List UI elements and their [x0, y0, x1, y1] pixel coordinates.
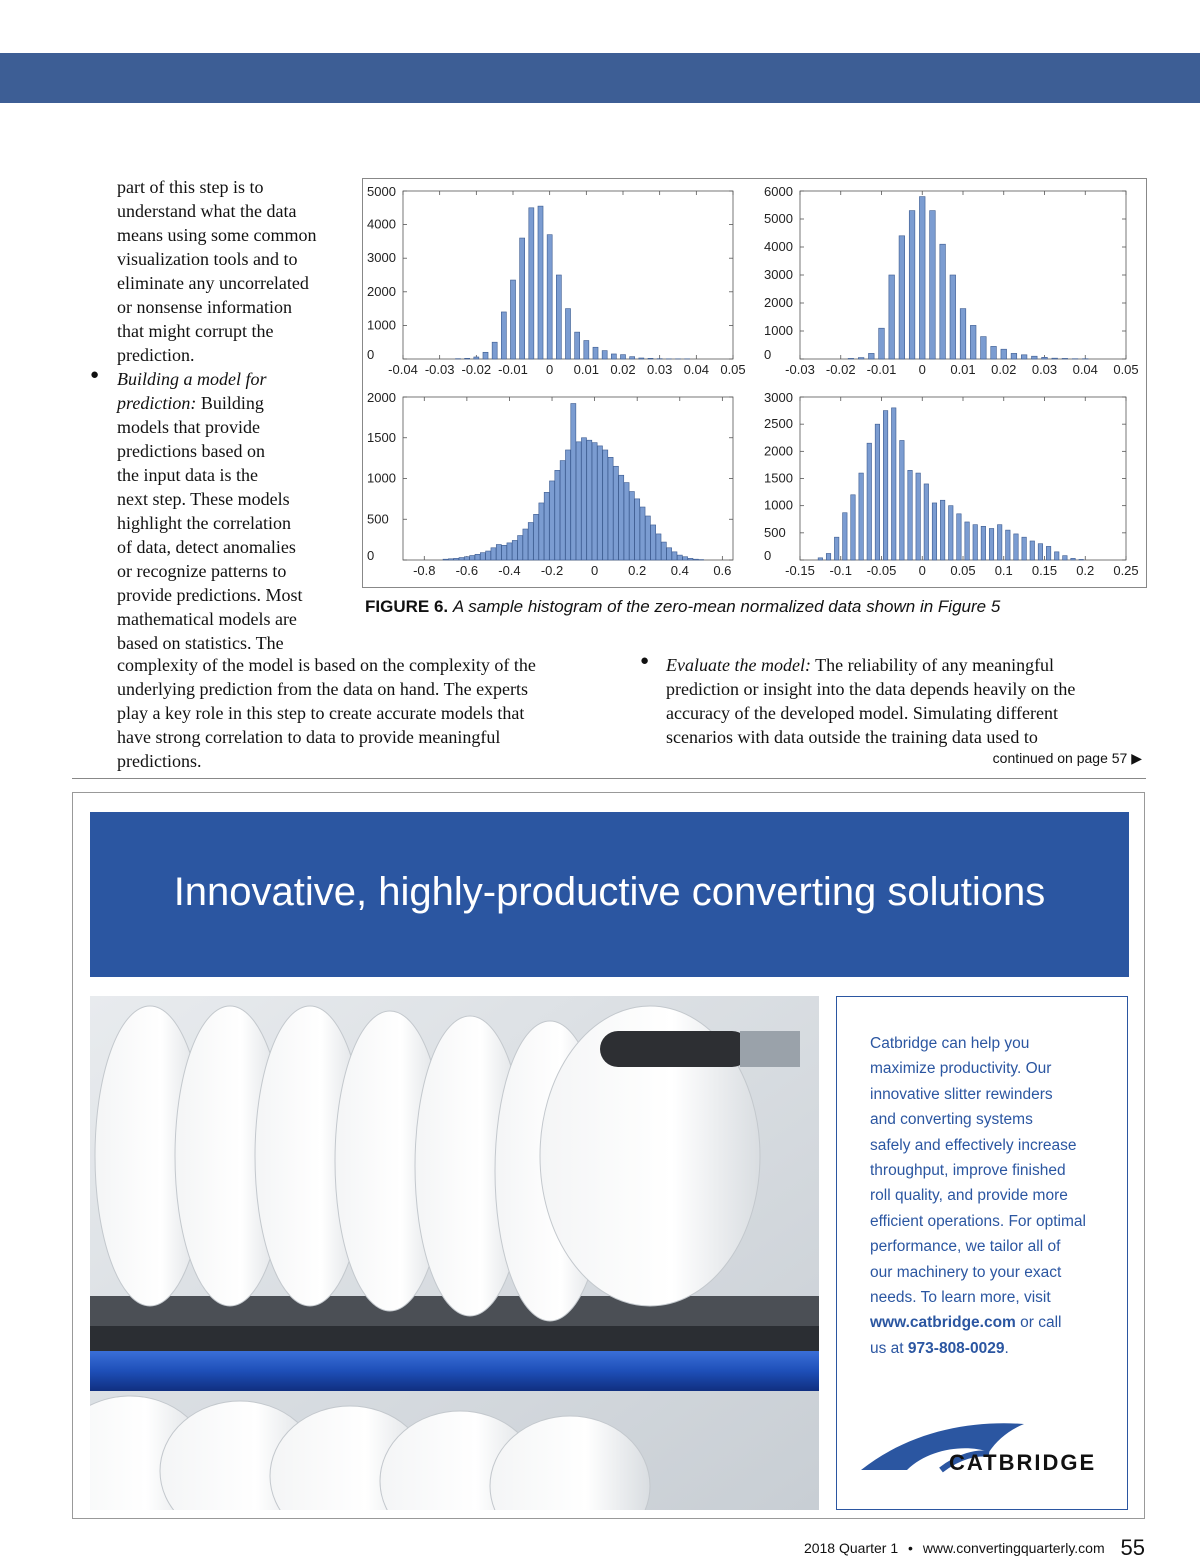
text-line: have strong correlation to data to provide meaningful	[117, 725, 597, 749]
histogram-bar	[930, 211, 936, 359]
x-tick-label: -0.05	[867, 563, 897, 578]
y-tick-label: 5000	[764, 211, 793, 226]
histogram-bar	[688, 558, 693, 560]
histogram-bar	[683, 557, 688, 560]
x-tick-label: 0.25	[1113, 563, 1138, 578]
histogram-bar	[560, 461, 565, 560]
histogram-bar	[1006, 530, 1010, 560]
text-line: that might corrupt the	[117, 319, 352, 343]
histogram-bar	[1014, 534, 1018, 560]
histogram-bar	[592, 443, 597, 560]
ad-copy	[870, 1031, 1120, 1361]
x-tick-label: -0.15	[785, 563, 815, 578]
ad-header	[90, 812, 1129, 977]
text-line: part of this step is to	[117, 175, 352, 199]
histogram-bar	[565, 309, 570, 359]
histogram-bar	[648, 358, 653, 359]
y-tick-label: 500	[367, 511, 389, 526]
histogram-bar	[474, 357, 479, 359]
histogram-bar	[510, 280, 515, 359]
histogram-bar	[919, 197, 925, 359]
histogram-bar	[587, 440, 592, 560]
histogram-bar	[630, 357, 635, 359]
ad-copy-line: our machinery to your exact	[870, 1260, 1120, 1285]
text-line: highlight the correlation	[117, 511, 352, 535]
x-tick-label: -0.1	[830, 563, 852, 578]
histogram-bar	[602, 351, 607, 359]
histogram-bar	[1011, 353, 1017, 359]
x-tick-label: 0	[546, 362, 553, 377]
histogram-bar	[619, 475, 624, 560]
footer-issue: 2018 Quarter 1	[804, 1540, 898, 1556]
histogram-bar	[858, 358, 864, 359]
histogram-bar	[973, 525, 977, 560]
histogram-bar	[529, 208, 534, 359]
x-tick-label: -0.03	[785, 362, 815, 377]
text-span: Building	[201, 393, 264, 413]
x-tick-label: 0.6	[713, 563, 731, 578]
text-span: The reliability of any meaningful	[815, 655, 1054, 675]
histogram-bar	[693, 559, 698, 560]
histogram-bar	[843, 513, 847, 560]
text-line: mathematical models are	[117, 607, 352, 631]
histogram-bar	[940, 244, 946, 359]
histogram-bar	[818, 558, 822, 560]
x-tick-label: 0.2	[628, 563, 646, 578]
histogram-bar	[672, 552, 677, 560]
ad-copy-line: throughput, improve finished	[870, 1158, 1120, 1183]
histogram-bar	[613, 466, 618, 560]
histogram-bar	[834, 537, 838, 560]
histogram-bar	[520, 238, 525, 359]
histogram-bar	[629, 492, 634, 560]
x-tick-label: 0.02	[610, 362, 635, 377]
histogram-bar	[528, 523, 533, 560]
histogram-bar	[608, 457, 613, 560]
text-line: understand what the data	[117, 199, 352, 223]
histogram-bar	[826, 553, 830, 560]
x-tick-label: -0.2	[541, 563, 563, 578]
text-line: means using some common	[117, 223, 352, 247]
x-tick-label: -0.01	[867, 362, 897, 377]
histogram-bar	[470, 556, 475, 560]
x-tick-label: 0.04	[684, 362, 709, 377]
y-tick-label: 1000	[367, 317, 396, 332]
page-number: 55	[1121, 1535, 1145, 1560]
histogram-bar	[459, 558, 464, 560]
y-tick-label: 1000	[764, 323, 793, 338]
histogram-bar	[611, 354, 616, 359]
x-tick-label: 0	[591, 563, 598, 578]
histogram-grid	[363, 179, 1146, 587]
histogram-bar	[571, 404, 576, 560]
y-tick-label: 2000	[367, 390, 396, 405]
histogram-bar	[480, 553, 485, 560]
histogram-bar	[965, 522, 969, 560]
ad-copy-line: safely and effectively increase	[870, 1133, 1120, 1158]
histogram-bar	[932, 503, 936, 560]
histogram-bar	[667, 548, 672, 560]
x-tick-label: 0	[919, 563, 926, 578]
x-tick-label: 0.05	[1113, 362, 1138, 377]
histogram-bar	[483, 352, 488, 359]
histogram-bar	[1046, 546, 1050, 560]
bullet-marker: ●	[90, 367, 99, 384]
histogram-bar	[869, 353, 875, 359]
histogram-bar	[492, 342, 497, 359]
histogram-bar	[957, 514, 961, 560]
y-tick-label: 0	[764, 548, 771, 563]
y-tick-label: 4000	[764, 239, 793, 254]
histogram-bar	[544, 492, 549, 560]
y-tick-label: 3000	[764, 390, 793, 405]
y-tick-label: 3000	[764, 267, 793, 282]
text-line: visualization tools and to	[117, 247, 352, 271]
y-tick-label: 0	[367, 548, 374, 563]
text-line: prediction or insight into the data depends heavily on the	[666, 677, 1136, 701]
y-tick-label: 500	[764, 525, 786, 540]
x-tick-label: -0.03	[425, 362, 455, 377]
histogram-bar	[875, 424, 879, 560]
histogram-bar	[639, 358, 644, 359]
histogram-bar	[991, 346, 997, 359]
y-tick-label: 6000	[764, 184, 793, 199]
x-tick-label: -0.02	[826, 362, 856, 377]
histogram-bar	[891, 408, 895, 560]
y-tick-label: 2000	[764, 295, 793, 310]
histogram-bar	[1063, 556, 1067, 560]
histogram-bar	[997, 525, 1001, 560]
figure-caption	[365, 597, 1000, 617]
ad-copy-line	[870, 1336, 1120, 1361]
footer-website[interactable]: www.convertingquarterly.com	[923, 1540, 1105, 1556]
histogram-bar	[491, 548, 496, 560]
histogram-bar	[448, 559, 453, 560]
histogram-bar	[534, 514, 539, 560]
text-line: provide predictions. Most	[117, 583, 352, 607]
text-line: predictions.	[117, 749, 597, 773]
ad-headline: Innovative, highly-productive converting solutions	[90, 870, 1129, 915]
text-line: next step. These models	[117, 487, 352, 511]
bullet-marker: ●	[640, 653, 649, 670]
x-tick-label: 0.02	[991, 362, 1016, 377]
histogram-bar	[1032, 356, 1038, 359]
histogram-bar	[867, 443, 871, 560]
histogram-bar	[989, 528, 993, 560]
x-tick-label: 0.15	[1032, 563, 1057, 578]
article-bottom-right	[666, 653, 1136, 749]
text-line: predictions based on	[117, 439, 352, 463]
histogram-bar	[859, 473, 863, 560]
histogram-bar	[512, 540, 517, 560]
figure-6	[362, 178, 1147, 588]
histogram-bar	[848, 358, 854, 359]
x-tick-label: -0.04	[388, 362, 418, 377]
histogram-bar	[950, 275, 956, 359]
y-tick-label: 2000	[367, 284, 396, 299]
logo-wordmark: CATBRIDGE	[949, 1450, 1096, 1475]
histogram-bar	[518, 536, 523, 560]
histogram-bar	[1054, 552, 1058, 560]
x-tick-label: 0.01	[574, 362, 599, 377]
ad-or-call: or call	[1016, 1314, 1062, 1331]
histogram-bar	[656, 534, 661, 560]
x-tick-label: -0.02	[462, 362, 492, 377]
histogram-bar	[1021, 355, 1027, 359]
y-tick-label: 1000	[367, 471, 396, 486]
histogram-bar	[565, 450, 570, 560]
x-tick-label: 0.4	[671, 563, 689, 578]
y-tick-label: 2500	[764, 416, 793, 431]
text-line: based on statistics. The	[117, 631, 352, 655]
histogram-bar	[916, 473, 920, 560]
x-tick-label: 0.04	[1073, 362, 1098, 377]
bullet-term: Building a model for	[117, 369, 267, 389]
x-tick-label: -0.6	[456, 563, 478, 578]
histogram-bar	[1022, 537, 1026, 560]
histogram-bar	[486, 551, 491, 560]
histogram-bar	[581, 438, 586, 560]
text-line	[117, 391, 352, 415]
histogram-bar	[645, 516, 650, 560]
ad-copy-line: Catbridge can help you	[870, 1031, 1120, 1056]
histogram-bar	[924, 484, 928, 560]
histogram-bar	[1052, 358, 1058, 359]
text-line: eliminate any uncorrelated	[117, 271, 352, 295]
catbridge-logo	[849, 1412, 1119, 1492]
ad-copy-line: needs. To learn more, visit	[870, 1285, 1120, 1310]
histogram-bar	[889, 275, 895, 359]
plot-frame	[800, 397, 1126, 560]
histogram-bar	[940, 500, 944, 560]
histogram-bar	[465, 358, 470, 359]
x-tick-label: 0.05	[720, 362, 745, 377]
histogram-bar	[475, 554, 480, 560]
ad-copy-line: maximize productivity. Our	[870, 1056, 1120, 1081]
y-tick-label: 5000	[367, 184, 396, 199]
footer-separator: •	[908, 1540, 913, 1556]
figure-caption-text: A sample histogram of the zero-mean normalized data shown in Figure 5	[453, 597, 1000, 616]
header-band	[0, 53, 1200, 103]
histogram-bar	[909, 211, 915, 359]
slitter-rewinder-photo	[90, 996, 819, 1510]
ad-copy-line: performance, we tailor all of	[870, 1234, 1120, 1259]
ad-copy-line	[870, 1310, 1120, 1335]
histogram-bar	[899, 236, 905, 359]
ad-copy-line: roll quality, and provide more	[870, 1183, 1120, 1208]
histogram-bar	[556, 275, 561, 359]
histogram-bar	[981, 337, 987, 359]
histogram-bar	[576, 442, 581, 560]
x-tick-label: 0.2	[1076, 563, 1094, 578]
histogram-bar	[970, 325, 976, 359]
article-narrow-column	[117, 175, 352, 655]
histogram-bar	[1030, 541, 1034, 560]
ad-us-at: us at	[870, 1340, 908, 1357]
text-line: underlying prediction from the data on hand. The experts	[117, 677, 597, 701]
text-line: play a key role in this step to create accurate models that	[117, 701, 597, 725]
bullet-term-2: prediction:	[117, 393, 196, 413]
histogram-bar	[635, 499, 640, 560]
histogram-bar	[575, 332, 580, 359]
bullet-term: Evaluate the model:	[666, 655, 811, 675]
text-line	[117, 367, 352, 391]
histogram-bar	[547, 235, 552, 359]
histogram-bar	[1042, 357, 1048, 359]
divider	[72, 778, 1146, 779]
figure-label: FIGURE 6.	[365, 597, 448, 616]
y-tick-label: 2000	[764, 443, 793, 458]
histogram-bar	[879, 328, 885, 359]
histogram-bar	[851, 495, 855, 560]
y-tick-label: 1500	[764, 471, 793, 486]
x-tick-label: -0.8	[413, 563, 435, 578]
histogram-bar	[620, 355, 625, 359]
x-tick-label: 0.03	[1032, 362, 1057, 377]
text-line: accuracy of the developed model. Simulating different	[666, 701, 1136, 725]
ad-url-link[interactable]: www.catbridge.com	[870, 1314, 1016, 1331]
ad-copy-line: efficient operations. For optimal	[870, 1209, 1120, 1234]
text-line: prediction.	[117, 343, 352, 367]
y-tick-label: 4000	[367, 217, 396, 232]
histogram-bar	[949, 506, 953, 560]
text-line: or nonsense information	[117, 295, 352, 319]
histogram-bar	[651, 525, 656, 560]
ad-text-panel	[836, 996, 1128, 1510]
histogram-bar	[507, 543, 512, 560]
text-line: the input data is the	[117, 463, 352, 487]
text-line: scenarios with data outside the training data used to	[666, 725, 1136, 749]
histogram-bar	[1071, 558, 1075, 560]
histogram-bar	[550, 481, 555, 560]
histogram-bar	[960, 309, 966, 359]
histogram-bar	[593, 347, 598, 359]
histogram-bar	[597, 446, 602, 560]
page-footer	[804, 1535, 1145, 1561]
histogram-bar	[555, 470, 560, 560]
histogram-bar	[900, 440, 904, 560]
histogram-bar	[1079, 559, 1083, 560]
histogram-bar	[640, 507, 645, 560]
histogram-bar	[883, 411, 887, 560]
histogram-bar	[538, 206, 543, 359]
text-line: of data, detect anomalies	[117, 535, 352, 559]
x-tick-label: 0.05	[950, 563, 975, 578]
histogram-bar	[624, 483, 629, 560]
x-tick-label: 0.01	[950, 362, 975, 377]
ad-copy-line: and converting systems	[870, 1107, 1120, 1132]
histogram-bar	[1001, 349, 1007, 359]
histogram-bar	[908, 470, 912, 560]
histogram-bar	[584, 341, 589, 359]
histogram-bar	[981, 526, 985, 560]
histogram-bar	[501, 312, 506, 359]
histogram-bar	[603, 450, 608, 560]
ad-period: .	[1004, 1340, 1008, 1357]
histogram-bar	[539, 503, 544, 560]
x-tick-label: -0.01	[498, 362, 528, 377]
x-tick-label: 0.1	[995, 563, 1013, 578]
y-tick-label: 3000	[367, 250, 396, 265]
y-tick-label: 0	[764, 347, 771, 362]
x-tick-label: 0	[919, 362, 926, 377]
x-tick-label: 0.03	[647, 362, 672, 377]
x-tick-label: -0.4	[498, 563, 520, 578]
text-line	[666, 653, 1136, 677]
text-line: or recognize patterns to	[117, 559, 352, 583]
histogram-bar	[677, 555, 682, 560]
continued-link[interactable]: continued on page 57 ▶	[993, 750, 1142, 767]
histogram-bar	[496, 545, 501, 560]
y-tick-label: 1000	[764, 498, 793, 513]
histogram-bar	[1038, 544, 1042, 560]
histogram-bar	[661, 542, 666, 560]
y-tick-label: 0	[367, 347, 374, 362]
histogram-bar	[464, 557, 469, 560]
histogram-bar	[454, 558, 459, 560]
histogram-bar	[1062, 358, 1068, 359]
text-line: models that provide	[117, 415, 352, 439]
y-tick-label: 1500	[367, 430, 396, 445]
histogram-bar	[443, 559, 448, 560]
histogram-bar	[523, 529, 528, 560]
ad-phone[interactable]: 973-808-0029	[908, 1340, 1005, 1357]
text-line: complexity of the model is based on the complexity of the	[117, 653, 597, 677]
article-bottom-left	[117, 653, 597, 773]
ad-copy-line: innovative slitter rewinders	[870, 1082, 1120, 1107]
histogram-bar	[502, 545, 507, 560]
